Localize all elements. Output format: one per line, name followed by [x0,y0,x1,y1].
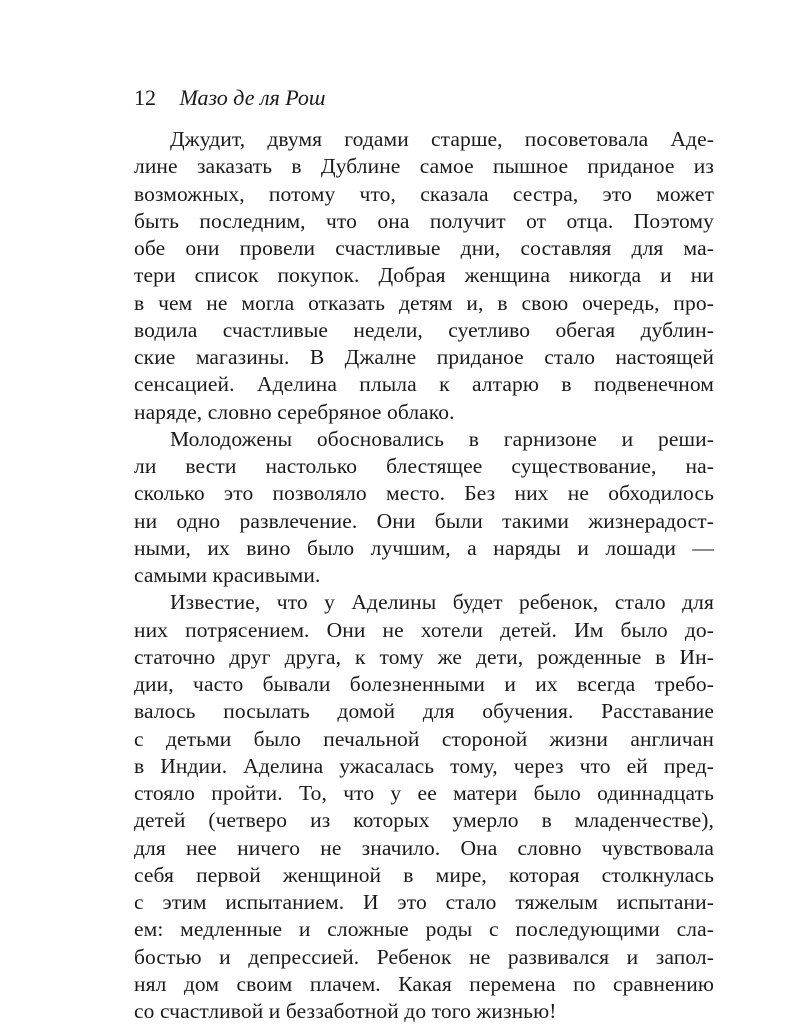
text-line: быть последним, что она получит от отца. Поэтому [134,208,714,233]
text-line: детей (четверо из которых умерло в младенчестве), [134,808,714,833]
text-line: ские магазины. В Джалне приданое стало настоящей [134,345,714,369]
text-line: самыми красивыми. [134,563,321,587]
text-line: для нее ничего не значило. Она словно чувствовала [134,835,714,860]
text-line: в чем не могла отказать детям и, в свою очередь, про- [134,290,714,315]
text-line: наряде, словно серебряное облако. [134,399,455,424]
text-line: с этим испытанием. И это стало тяжелым испытани- [134,890,714,914]
text-line: валось посылать домой для обучения. Расставание [134,699,714,724]
text-line: Известие, что у Аделины будет ребенок, стало для [170,590,714,615]
text-line: со счастливой и беззаботной до того жизнью! [134,999,557,1023]
text-line: себя первой женщиной в мире, которая столкнулась [134,862,714,887]
paragraph [134,589,714,1025]
running-head [134,84,326,112]
text-line: возможных, потому что, сказала сестра, это может [134,181,714,206]
body-text [134,126,714,1025]
text-line: Молодожены обосновались в гарнизоне и реши- [170,426,714,451]
text-line: ными, их вино было лучшим, а наряды и лошади — [134,535,714,560]
text-line: с детьми было печальной стороной жизни англичан [134,726,714,751]
text-line: в Индии. Аделина ужасалась тому, через что ей пред- [134,753,714,778]
text-line: бостью и депрессией. Ребенок не развивался и запол- [134,944,714,969]
text-line: них потрясением. Они не хотели детей. Им было до- [134,617,714,642]
text-line: водила счастливые недели, суетливо обегая дублин- [134,317,714,342]
text-line: Джудит, двумя годами старше, посоветовала Аде- [170,127,714,151]
text-line: ни одно развлечение. Они были такими жизнерадост- [134,508,714,533]
text-line: нял дом своим плачем. Какая перемена по сравнению [134,971,714,996]
paragraph [134,426,714,590]
text-line: сенсацией. Аделина плыла к алтарю в подвенечном [134,372,714,397]
text-line: статочно друг друга, к тому же дети, рожденные в Ин- [134,644,714,669]
text-line: обе они провели счастливые дни, составляя для ма- [134,236,714,260]
text-line: сколько это позволяло место. Без них не обходилось [134,481,714,506]
text-line: ли вести настолько блестящее существование, на- [134,454,714,478]
text-line: стояло пройти. То, что у ее матери было одиннадцать [134,781,714,805]
page-number: 12 [134,85,156,110]
text-line: дии, часто бывали болезненными и их всегда требо- [134,672,714,696]
book-title: Мазо де ля Рош [179,85,326,110]
text-line: тери список покупок. Добрая женщина никогда и ни [134,263,714,288]
text-line: ем: медленные и сложные роды с последующими сла- [134,917,714,942]
text-line: лине заказать в Дублине самое пышное приданое из [134,154,714,179]
paragraph [134,126,714,426]
